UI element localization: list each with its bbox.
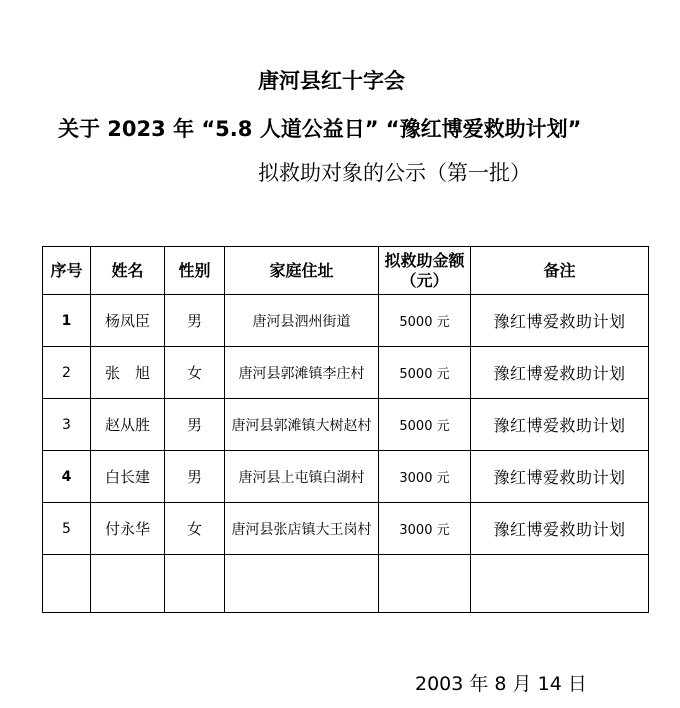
col-header-amount: 拟救助金额（元）	[379, 247, 471, 295]
col-header-address: 家庭住址	[225, 247, 379, 295]
col-header-note: 备注	[471, 247, 649, 295]
table-row	[43, 347, 649, 399]
signature-date: 2003 年 8 月 14 日	[415, 673, 587, 695]
cell-gender: 女	[165, 503, 225, 555]
cell-name: 张 旭	[91, 347, 165, 399]
table-row	[43, 399, 649, 451]
cell-address: 唐河县郭滩镇大树赵村	[225, 399, 379, 451]
cell-index: 5	[43, 503, 91, 555]
cell-name: 赵从胜	[91, 399, 165, 451]
cell-index: 3	[43, 399, 91, 451]
col-header-index: 序号	[43, 247, 91, 295]
cell-gender: 男	[165, 451, 225, 503]
col-header-name: 姓名	[91, 247, 165, 295]
cell-empty	[379, 555, 471, 613]
cell-index: 2	[43, 347, 91, 399]
cell-address: 唐河县泗州街道	[225, 295, 379, 347]
cell-empty	[165, 555, 225, 613]
cell-empty	[225, 555, 379, 613]
cell-amount: 5000 元	[379, 399, 471, 451]
cell-amount: 5000 元	[379, 295, 471, 347]
cell-empty	[471, 555, 649, 613]
cell-name: 杨凤臣	[91, 295, 165, 347]
cell-gender: 男	[165, 399, 225, 451]
cell-address: 唐河县张店镇大王岗村	[225, 503, 379, 555]
cell-gender: 男	[165, 295, 225, 347]
cell-note: 豫红博爱救助计划	[471, 399, 649, 451]
notice-subtitle: 拟救助对象的公示（第一批）	[258, 161, 531, 185]
cell-note: 豫红博爱救助计划	[471, 347, 649, 399]
cell-amount: 3000 元	[379, 451, 471, 503]
cell-address: 唐河县郭滩镇李庄村	[225, 347, 379, 399]
cell-amount: 5000 元	[379, 347, 471, 399]
cell-name: 白长建	[91, 451, 165, 503]
cell-note: 豫红博爱救助计划	[471, 451, 649, 503]
cell-empty	[43, 555, 91, 613]
cell-note: 豫红博爱救助计划	[471, 295, 649, 347]
cell-name: 付永华	[91, 503, 165, 555]
table-header-row	[43, 247, 649, 295]
cell-address: 唐河县上屯镇白湖村	[225, 451, 379, 503]
cell-index: 4	[43, 451, 91, 503]
col-header-gender: 性别	[165, 247, 225, 295]
cell-empty	[91, 555, 165, 613]
beneficiary-table	[42, 246, 649, 613]
table-row	[43, 295, 649, 347]
cell-amount: 3000 元	[379, 503, 471, 555]
cell-note: 豫红博爱救助计划	[471, 503, 649, 555]
cell-index: 1	[43, 295, 91, 347]
notice-title: 关于 2023 年 “5.8 人道公益日” “豫红博爱救助计划”	[58, 117, 582, 141]
table-row	[43, 451, 649, 503]
table-row	[43, 503, 649, 555]
table-row-empty	[43, 555, 649, 613]
org-title: 唐河县红十字会	[258, 69, 405, 93]
cell-gender: 女	[165, 347, 225, 399]
